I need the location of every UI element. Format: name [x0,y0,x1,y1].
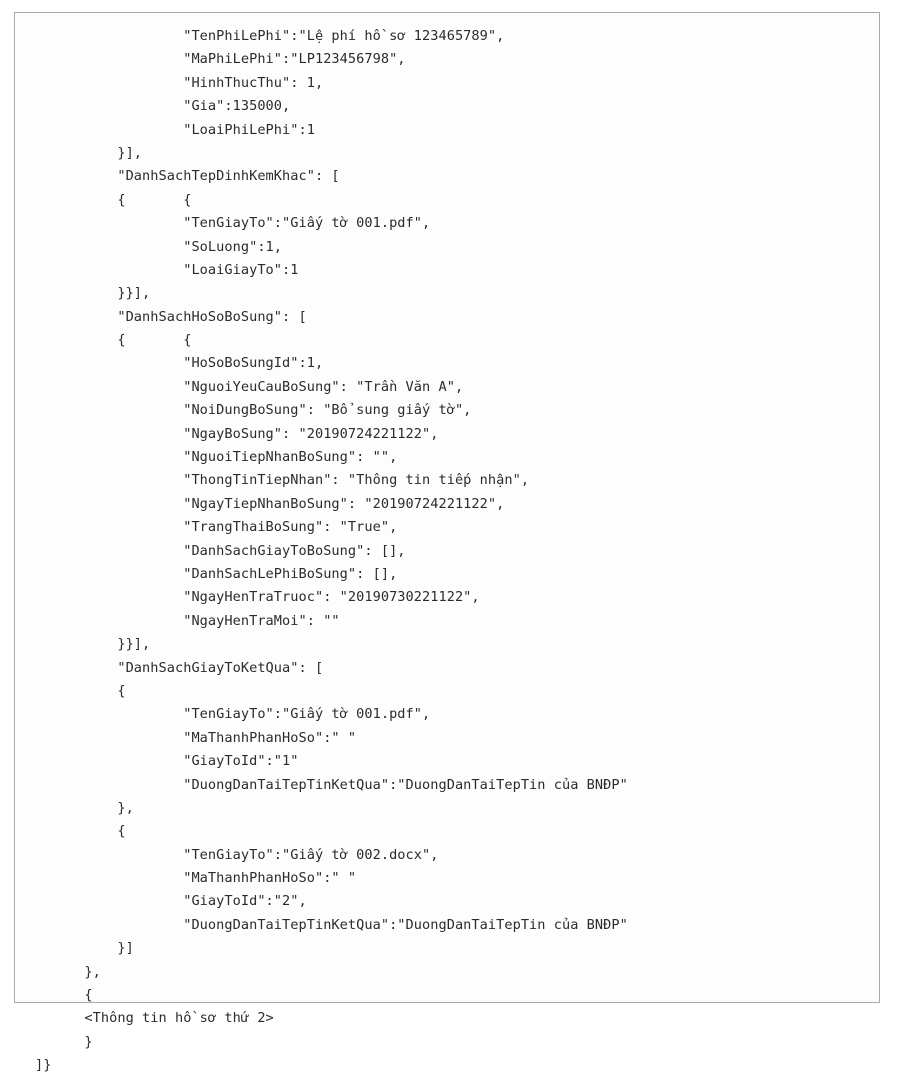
code-line: }}], [35,636,151,653]
code-line: } [35,1033,93,1050]
code-line: "SoLuong":1, [35,238,283,255]
code-line: "NgayTiepNhanBoSung": "20190724221122", [35,495,505,512]
code-line: "ThongTinTiepNhan": "Thông tin tiếp nhận", [35,472,530,489]
code-line: "NgayBoSung": "20190724221122", [35,425,439,442]
code-line: "MaPhiLePhi":"LP123456798", [35,51,406,68]
code-line: "DanhSachGiayToKetQua": [ [35,659,324,676]
code-line: "DanhSachGiayToBoSung": [], [35,542,406,559]
code-line: }] [35,940,134,957]
code-line: ]} [35,1057,52,1074]
code-line: { { [35,191,192,208]
code-line: "NguoiYeuCauBoSung": "Trần Văn A", [35,378,464,395]
code-line: { [35,987,93,1004]
code-line: <Thông tin hồ sơ thứ 2> [35,1010,274,1027]
code-line: "TrangThaiBoSung": "True", [35,519,398,536]
code-line: "DuongDanTaiTepTinKetQua":"DuongDanTaiTepTin của BNĐP" [35,776,628,793]
code-line: "TenGiayTo":"Giấy tờ 001.pdf", [35,706,431,723]
code-line: { [35,823,126,840]
document-frame [14,12,880,1074]
code-line: "MaThanhPhanHoSo":" " [35,870,357,887]
code-line: "NguoiTiepNhanBoSung": "", [35,449,398,466]
code-line: "GiayToId":"1" [35,753,299,770]
code-line: "GiayToId":"2", [35,893,307,910]
code-line: "NgayHenTraTruoc": "20190730221122", [35,589,480,606]
code-line: { { [35,332,192,349]
code-line: "DuongDanTaiTepTinKetQua":"DuongDanTaiTepTin của BNĐP" [35,916,628,933]
code-line: "NgayHenTraMoi": "" [35,612,340,629]
code-line: "LoaiGiayTo":1 [35,261,299,278]
code-line: { [35,682,126,699]
code-line: "DanhSachTepDinhKemKhac": [ [35,168,340,185]
code-line: "HinhThucThu": 1, [35,74,324,91]
code-line: "TenGiayTo":"Giấy tờ 001.pdf", [35,215,431,232]
code-line: }, [35,799,134,816]
code-line: "LoaiPhiLePhi":1 [35,121,315,138]
code-line: "TenGiayTo":"Giấy tờ 002.docx", [35,846,439,863]
code-line: "TenPhiLePhi":"Lệ phí hồ sơ 123465789", [35,28,505,44]
code-line: "DanhSachHoSoBoSung": [ [35,308,307,325]
code-line: "Gia":135000, [35,98,291,115]
code-line: }], [35,144,143,161]
code-line: "NoiDungBoSung": "Bổ sung giấy tờ", [35,402,472,419]
code-line: "MaThanhPhanHoSo":" " [35,729,357,746]
code-line: }, [35,963,101,980]
json-code-listing [35,25,875,1078]
code-line: "DanhSachLePhiBoSung": [], [35,565,398,582]
code-line: "HoSoBoSungId":1, [35,355,324,372]
code-line: }}], [35,285,151,302]
